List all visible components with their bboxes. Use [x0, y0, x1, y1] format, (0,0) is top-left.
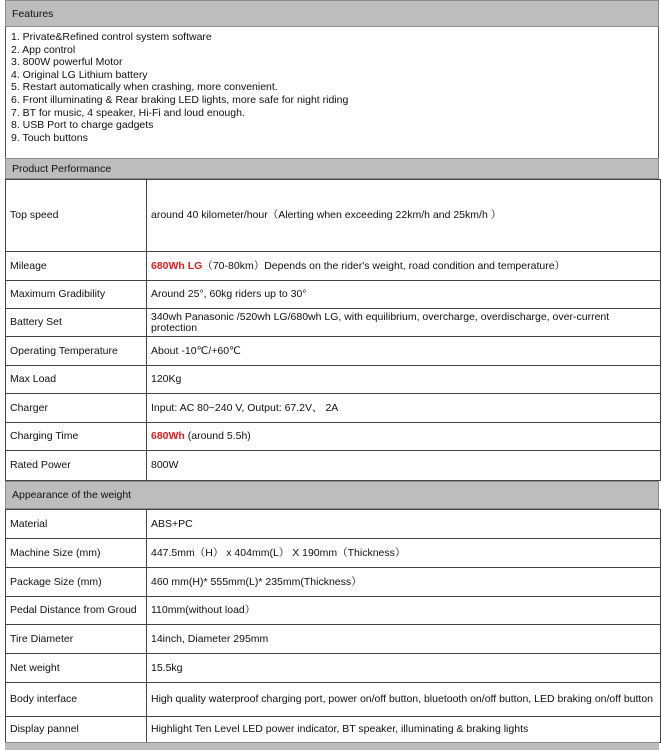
highlight-capacity: 680Wh LG — [151, 259, 203, 272]
row-value: 800W — [147, 451, 661, 481]
performance-table — [5, 179, 661, 481]
table-row — [6, 654, 661, 683]
row-label: Mileage — [6, 252, 147, 281]
table-row — [6, 309, 661, 337]
performance-header — [5, 158, 659, 179]
row-value: around 40 kilometer/hour（Alerting when exceeding 22km/h and 25km/h ） — [147, 180, 661, 252]
row-value-cell — [147, 252, 661, 281]
row-value: 14inch, Diameter 295mm — [147, 625, 661, 654]
footer-bar — [5, 742, 659, 750]
features-header-label: Features — [12, 7, 54, 20]
row-value: About -10℃/+60℃ — [147, 337, 661, 366]
table-row — [6, 717, 661, 743]
features-header — [5, 0, 659, 27]
row-value: 460 mm(H)* 555mm(L)* 235mm(Thickness） — [147, 568, 661, 597]
table-row — [6, 451, 661, 481]
features-item: 5. Restart automatically when crashing, more convenient. — [11, 81, 278, 94]
appearance-header-label: Appearance of the weight — [12, 489, 132, 501]
row-value: High quality waterproof charging port, power on/off button, bluetooth on/off button, LED braking on/off button — [147, 683, 661, 717]
row-label: Battery Set — [6, 309, 147, 337]
features-item: 8. USB Port to charge gadgets — [11, 119, 154, 132]
row-label: Charger — [6, 394, 147, 423]
table-row — [6, 180, 661, 252]
row-label: Tire Diameter — [6, 625, 147, 654]
row-value: 120Kg — [147, 366, 661, 394]
table-row — [6, 597, 661, 625]
performance-header-label: Product Performance — [12, 162, 112, 175]
table-row — [6, 625, 661, 654]
features-item: 4. Original LG Lithium battery — [11, 68, 148, 81]
row-value: ABS+PC — [147, 510, 661, 539]
features-item: 2. App control — [11, 43, 76, 56]
row-value: 110mm(without load） — [147, 597, 661, 625]
row-label: Material — [6, 510, 147, 539]
row-label: Charging Time — [6, 423, 147, 451]
row-label: Maximum Gradibility — [6, 281, 147, 309]
row-value: 447.5mm（H） x 404mm(L） X 190mm（Thickness） — [147, 539, 661, 568]
row-label: Operating Temperature — [6, 337, 147, 366]
table-row — [6, 423, 661, 451]
table-row — [6, 568, 661, 597]
row-label: Package Size (mm) — [6, 568, 147, 597]
row-value: 15.5kg — [147, 654, 661, 683]
row-value: Input: AC 80~240 V, Output: 67.2V、 2A — [147, 394, 661, 423]
row-label: Machine Size (mm) — [6, 539, 147, 568]
table-row — [6, 366, 661, 394]
row-label: Net weight — [6, 654, 147, 683]
table-row — [6, 337, 661, 366]
features-item: 9. Touch buttons — [11, 131, 88, 144]
row-value: (around 5.5h) — [184, 430, 251, 442]
features-item: 6. Front illuminating & Rear braking LED lights, more safe for night riding — [11, 93, 349, 106]
table-row — [6, 510, 661, 539]
features-item: 1. Private&Refined control system software — [11, 31, 212, 43]
table-row — [6, 539, 661, 568]
row-value: （70-80km）Depends on the rider's weight, road condition and temperature） — [202, 259, 566, 272]
features-item: 7. BT for music, 4 speaker, Hi-Fi and loud enough. — [11, 106, 245, 119]
row-label: Body interface — [6, 683, 147, 717]
table-row — [6, 281, 661, 309]
row-label: Pedal Distance from Groud — [6, 597, 147, 625]
row-value: Around 25°, 60kg riders up to 30° — [147, 281, 661, 309]
features-list — [5, 27, 659, 158]
row-label: Top speed — [6, 180, 147, 252]
table-row — [6, 252, 661, 281]
appearance-header — [5, 481, 659, 509]
row-label: Max Load — [6, 366, 147, 394]
row-label: Display pannel — [6, 717, 147, 743]
appearance-table — [5, 509, 661, 743]
row-value: Highlight Ten Level LED power indicator, BT speaker, illuminating & braking lights — [147, 717, 661, 743]
table-row — [6, 394, 661, 423]
row-value-cell — [147, 423, 661, 451]
table-row — [6, 683, 661, 717]
row-label: Rated Power — [6, 451, 147, 481]
highlight-capacity: 680Wh — [151, 430, 185, 442]
row-value: 340wh Panasonic /520wh LG/680wh LG, with equilibrium, overcharge, overdischarge, over-current protection — [147, 309, 661, 337]
features-item: 3. 800W powerful Motor — [11, 56, 123, 69]
